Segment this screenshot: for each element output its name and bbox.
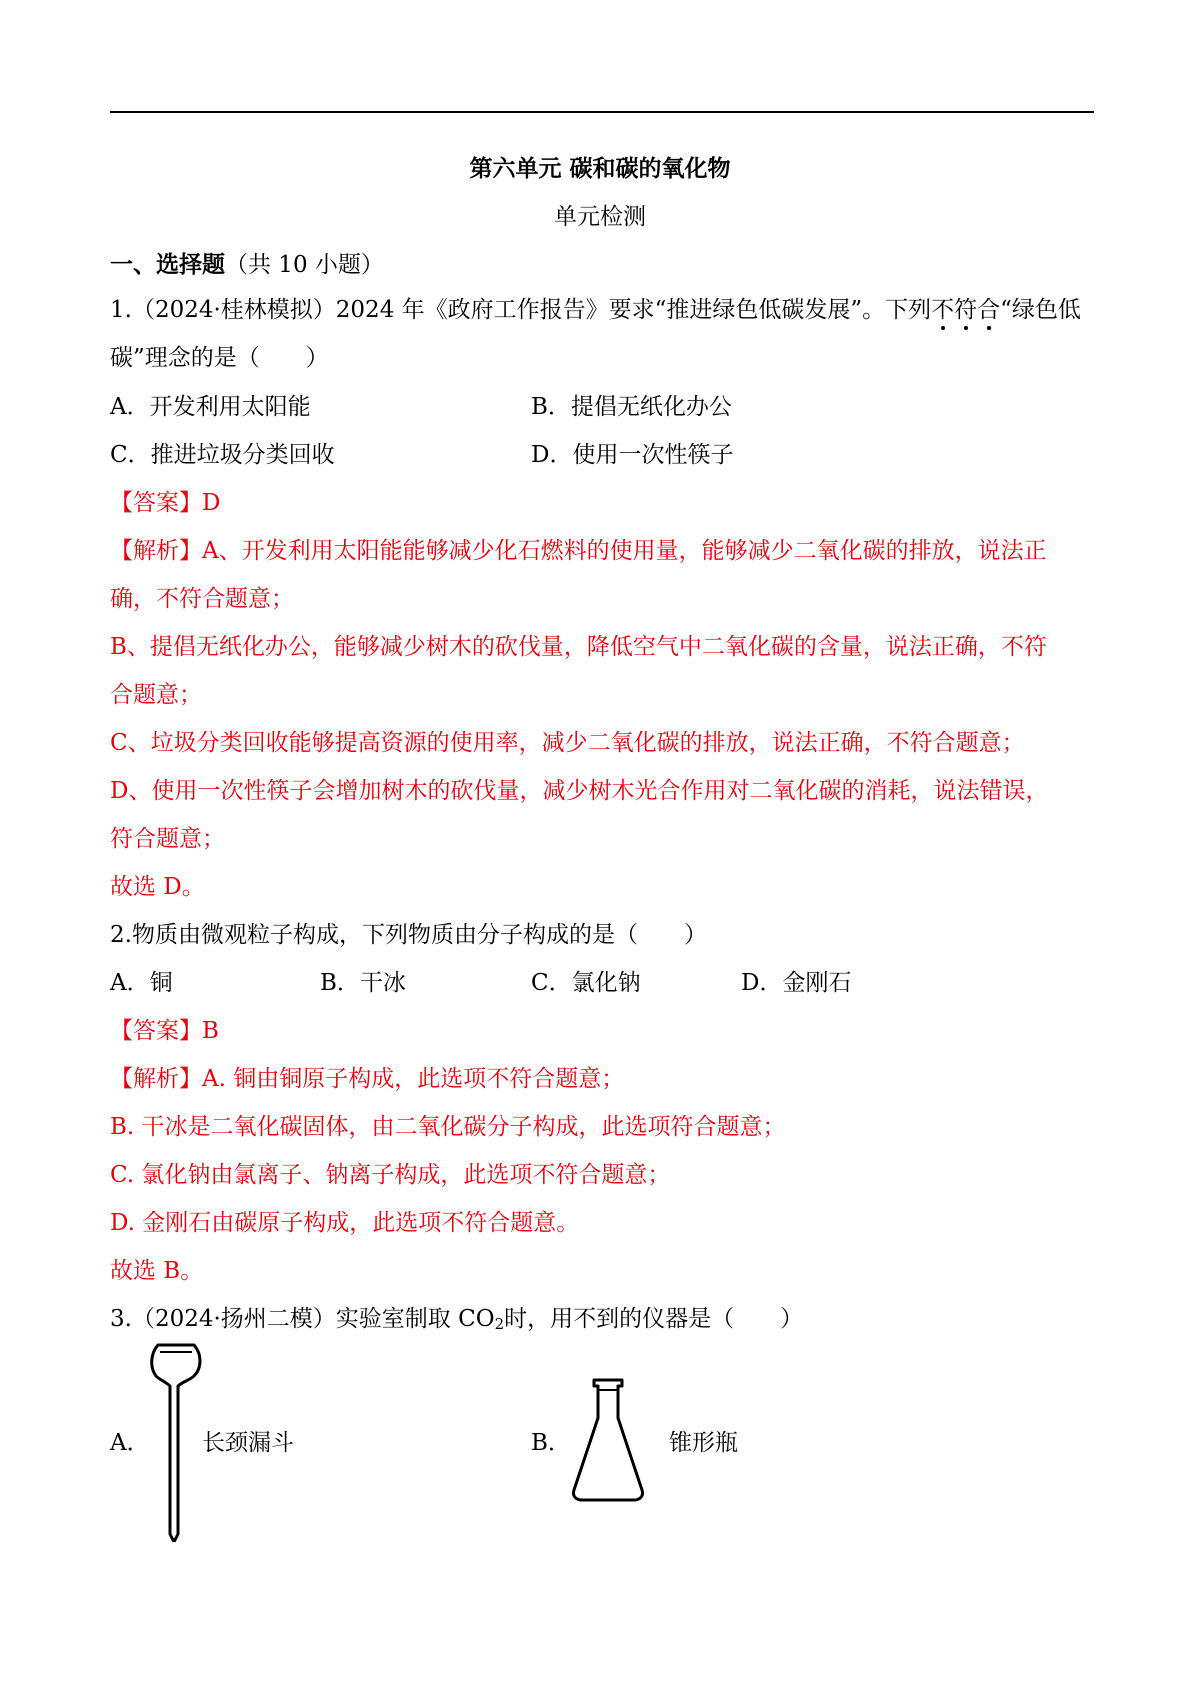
- q3-option-a-label: 长颈漏斗: [202, 1430, 294, 1456]
- q1-analysis-line: D、使用一次性筷子会增加树木的砍伐量，减少树木光合作用对二氧化碳的消耗，说法错误，: [110, 778, 1049, 804]
- q1-analysis-line: 确，不符合题意；: [110, 586, 294, 612]
- long-neck-funnel-icon: [148, 1342, 204, 1542]
- q2-analysis-line: 【解析】A. 铜由铜原子构成，此选项不符合题意；: [110, 1066, 625, 1092]
- q1-analysis-line: 合题意；: [110, 682, 202, 708]
- q2-stem: 2.物质由微观粒子构成，下列物质由分子构成的是（ ）: [110, 922, 707, 948]
- q2-option-a: A．铜: [110, 970, 173, 996]
- page-title: 第六单元 碳和碳的氧化物: [469, 155, 731, 182]
- q1-stem-b: “绿色低: [1000, 297, 1081, 323]
- q1-analysis-line: B、提倡无纸化办公，能够减少树木的砍伐量，降低空气中二氧化碳的含量，说法正确，不符: [110, 634, 1047, 660]
- q2-analysis-line: D. 金刚石由碳原子构成，此选项不符合题意。: [110, 1210, 580, 1236]
- section-heading-note: （共 10 小题）: [225, 252, 384, 278]
- q2-option-c: C．氯化钠: [531, 970, 641, 996]
- q1-emph-1: 不: [931, 297, 955, 323]
- q3-option-a-letter: A．: [110, 1430, 150, 1456]
- q1-emph-2: 符: [954, 297, 978, 323]
- q1-analysis-line: 符合题意；: [110, 826, 225, 852]
- q3-stem: [110, 1304, 803, 1334]
- section-heading-text: 一、选择题: [110, 251, 225, 278]
- q1-stem-a: 1.（2024·桂林模拟）2024 年《政府工作报告》要求“推进绿色低碳发展”。下列: [110, 297, 932, 323]
- q1-option-c: C．推进垃圾分类回收: [110, 442, 335, 468]
- page-subtitle: 单元检测: [554, 204, 646, 230]
- top-rule: [110, 111, 1094, 113]
- section-heading: [110, 250, 384, 280]
- q3-option-b-label: 锥形瓶: [669, 1430, 738, 1456]
- q1-option-a: A．开发利用太阳能: [110, 394, 311, 420]
- q1-analysis-line: 故选 D。: [110, 874, 205, 900]
- q1-option-b: B．提倡无纸化办公: [531, 394, 732, 420]
- q2-option-d: D．金刚石: [741, 970, 852, 996]
- conical-flask-icon: [570, 1378, 646, 1504]
- q1-stem-line2: 碳”理念的是（ ）: [110, 345, 329, 371]
- q1-emph-3: 合: [977, 297, 1001, 323]
- q1-option-d: D．使用一次性筷子: [531, 442, 734, 468]
- q3-option-b-letter: B．: [531, 1430, 571, 1456]
- q3-stem-b: 时，用不到的仪器是（ ）: [504, 1306, 804, 1332]
- q2-answer: 【答案】B: [110, 1018, 219, 1044]
- q2-analysis-line: C. 氯化钠由氯离子、钠离子构成，此选项不符合题意；: [110, 1162, 671, 1188]
- q3-stem-subscript: 2: [494, 1315, 505, 1333]
- q1-analysis-line: 【解析】A、开发利用太阳能能够减少化石燃料的使用量，能够减少二氧化碳的排放，说法正: [110, 538, 1047, 564]
- q1-answer: 【答案】D: [110, 490, 221, 516]
- q2-analysis-line: B. 干冰是二氧化碳固体，由二氧化碳分子构成，此选项符合题意；: [110, 1114, 786, 1140]
- q1-stem-line1: [110, 295, 1081, 325]
- q2-option-b: B．干冰: [320, 970, 406, 996]
- q3-stem-a: 3.（2024·扬州二模）实验室制取 CO: [110, 1306, 495, 1332]
- q2-analysis-line: 故选 B。: [110, 1258, 204, 1284]
- q1-analysis-line: C、垃圾分类回收能够提高资源的使用率，减少二氧化碳的排放，说法正确，不符合题意；: [110, 730, 1025, 756]
